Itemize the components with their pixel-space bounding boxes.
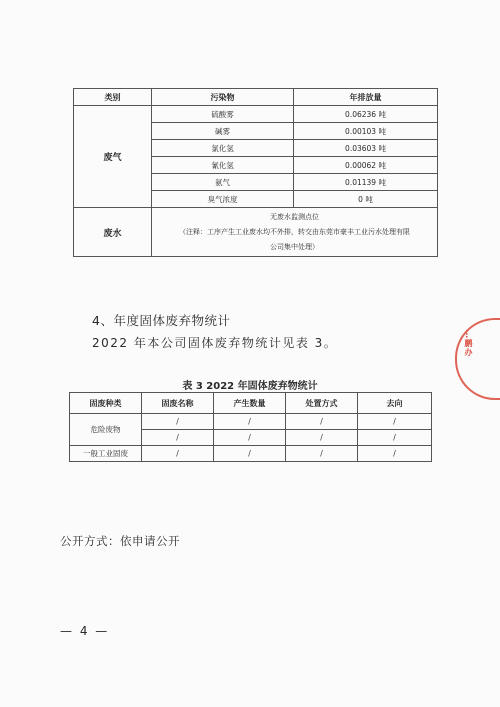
page-number: — 4 — xyxy=(60,624,110,638)
header-destination: 去向 xyxy=(358,393,432,414)
header-category: 类别 xyxy=(74,89,152,106)
table-cell: / xyxy=(142,446,214,462)
table-cell: / xyxy=(286,414,358,430)
solid-waste-table xyxy=(69,392,432,462)
pollutant-cell: 碱雾 xyxy=(152,123,294,140)
amount-cell: 0.00062 吨 xyxy=(294,157,438,174)
official-seal-text: …鹏办 xyxy=(464,330,473,357)
pollutant-cell: 氰化氢 xyxy=(152,157,294,174)
header-waste-type: 固废种类 xyxy=(70,393,142,414)
solid-waste-header-row xyxy=(70,393,432,414)
water-note xyxy=(152,208,438,257)
table-caption: 表 3 2022 年固体废弃物统计 xyxy=(182,381,318,392)
header-waste-name: 固废名称 xyxy=(142,393,214,414)
table-cell: / xyxy=(358,414,432,430)
amount-cell: 0 吨 xyxy=(294,191,438,208)
water-note-line: 公司集中处理） xyxy=(270,242,319,251)
category-hazardous: 危险废物 xyxy=(70,414,142,446)
table-row xyxy=(74,106,438,123)
table-row xyxy=(74,208,438,257)
pollutant-cell: 氯化氢 xyxy=(152,140,294,157)
category-water: 废水 xyxy=(74,208,152,257)
table-cell: / xyxy=(142,414,214,430)
table-cell: / xyxy=(142,430,214,446)
table-row xyxy=(70,446,432,462)
category-air: 废气 xyxy=(74,106,152,208)
header-disposal-method: 处置方式 xyxy=(286,393,358,414)
table-cell: / xyxy=(358,430,432,446)
pollutant-cell: 硫酸雾 xyxy=(152,106,294,123)
table-cell: / xyxy=(214,430,286,446)
table-cell: / xyxy=(358,446,432,462)
emissions-table xyxy=(73,88,438,257)
pollutant-cell: 臭气浓度 xyxy=(152,191,294,208)
amount-cell: 0.03603 吨 xyxy=(294,140,438,157)
table-row xyxy=(70,414,432,430)
water-note-line: 无废水监测点位 xyxy=(270,212,319,221)
table-cell: / xyxy=(214,414,286,430)
section-text: 2022 年本公司固体废弃物统计见表 3。 xyxy=(92,336,338,350)
amount-cell: 0.06236 吨 xyxy=(294,106,438,123)
pollutant-cell: 氨气 xyxy=(152,174,294,191)
header-pollutant: 污染物 xyxy=(152,89,294,106)
water-note-line: （注释：工序产生工业废水均不外排，转交由东莞市豪丰工业污水处理有限 xyxy=(179,227,410,236)
emissions-header-row xyxy=(74,89,438,106)
disclosure-method: 公开方式：依申请公开 xyxy=(60,534,180,548)
table-cell: / xyxy=(286,446,358,462)
header-annual-emission: 年排放量 xyxy=(294,89,438,106)
header-quantity: 产生数量 xyxy=(214,393,286,414)
table-cell: / xyxy=(214,446,286,462)
section-heading: 4、年度固体废弃物统计 xyxy=(92,313,231,328)
amount-cell: 0.00103 吨 xyxy=(294,123,438,140)
table-cell: / xyxy=(286,430,358,446)
amount-cell: 0.01139 吨 xyxy=(294,174,438,191)
category-general: 一般工业固废 xyxy=(70,446,142,462)
